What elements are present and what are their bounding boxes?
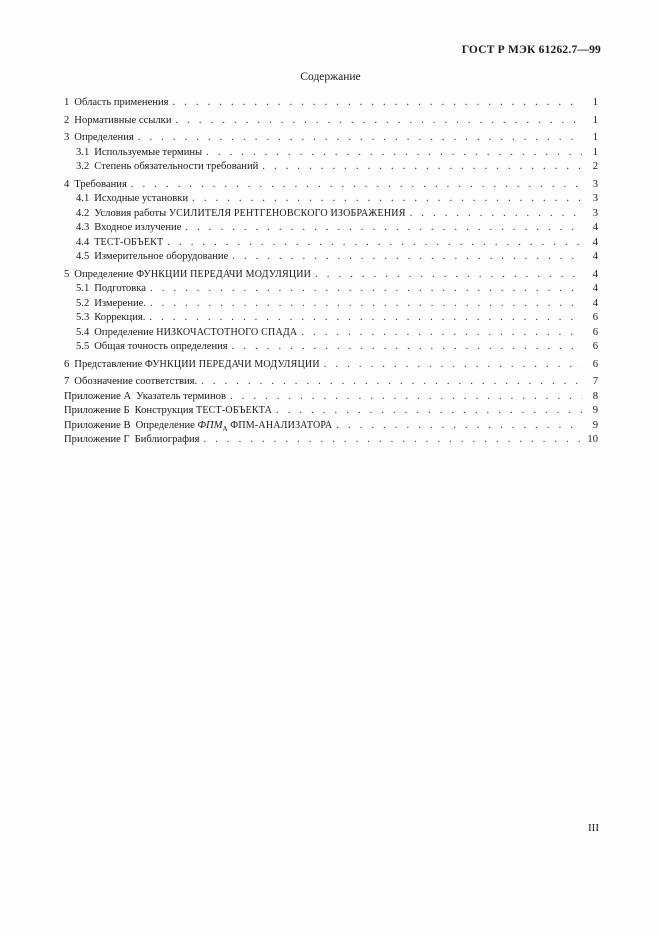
toc-dot-leader — [149, 311, 582, 326]
toc-entry-page: 9 — [592, 405, 598, 416]
toc-entry-page: 4 — [592, 251, 598, 262]
toc-entry-number: Приложение Г — [64, 434, 130, 445]
toc-entry-number: 4.2 — [76, 207, 90, 219]
toc-entry — [64, 114, 598, 129]
toc-entry-page: 3 — [592, 178, 598, 190]
toc-entry-page: 4 — [592, 297, 598, 309]
toc-dot-leader — [201, 375, 582, 390]
toc-entry-label-part: ФПМ — [197, 419, 223, 431]
toc-entry-label — [94, 297, 146, 312]
toc-entry-label-part: УСИЛИТЕЛЯ РЕНТГЕНОВСКОГО ИЗОБРАЖЕНИЯ — [168, 207, 406, 219]
toc-entry — [64, 375, 598, 390]
toc-entry-number: Приложение В — [64, 419, 131, 431]
toc-entry-label-part: Коррекция. — [94, 312, 146, 323]
toc-entry-number: 3 — [64, 132, 70, 143]
toc-entry-label — [74, 358, 319, 373]
toc-entry — [64, 178, 598, 193]
toc-dot-leader — [232, 340, 582, 355]
toc-dot-leader — [301, 326, 582, 341]
toc-entry-page: 6 — [592, 312, 598, 323]
toc-entry — [64, 96, 598, 111]
toc-dot-leader — [206, 146, 582, 161]
toc-entry-page: 6 — [592, 358, 598, 370]
toc-entry-page: 10 — [587, 434, 598, 445]
toc-entry-page: 4 — [592, 222, 598, 233]
toc-entry-label-part: Определение — [74, 268, 137, 280]
toc-entry — [64, 358, 598, 373]
toc-dot-leader — [324, 358, 582, 373]
toc-entry-number: 2 — [64, 114, 70, 126]
toc-entry-label — [94, 250, 228, 265]
toc-dot-leader — [131, 178, 582, 193]
toc-entry-label — [74, 131, 133, 146]
toc-entry-label-part: ТЕСТ-ОБЪЕКТА — [196, 405, 273, 416]
toc-dot-leader — [276, 404, 582, 419]
toc-entry-number: Приложение Б — [64, 405, 130, 416]
toc-entry-number: 3.2 — [76, 161, 90, 172]
toc-entry-label-part: А — [222, 424, 228, 433]
toc-dot-leader — [336, 419, 582, 434]
toc-entry-page: 1 — [592, 97, 598, 108]
toc-entry-label-part: Подготовка — [94, 283, 146, 294]
toc-entry — [64, 192, 598, 207]
toc-entry-label — [94, 192, 188, 207]
toc-entry-label-part: Конструкция — [134, 405, 197, 416]
toc-entry-number: 5.5 — [76, 341, 90, 352]
document-code-header: ГОСТ Р МЭК 61262.7—99 — [461, 44, 601, 56]
toc-entry-label-part: Исходные установки — [94, 193, 189, 204]
toc-entry-label-part: ФУНКЦИИ ПЕРЕДАЧИ МОДУЛЯЦИИ — [144, 358, 320, 370]
toc-entry-label-part: Требования — [74, 178, 127, 190]
toc-entry-label — [74, 114, 171, 129]
toc-entry-page: 8 — [592, 390, 598, 402]
toc-entry — [64, 207, 598, 222]
toc-entry — [64, 160, 598, 175]
toc-entry-label-part: Указатель терминов — [136, 390, 226, 402]
toc-entry-number: 5.3 — [76, 312, 90, 323]
toc-entry-page: 1 — [592, 114, 598, 126]
toc-entry-page: 6 — [592, 341, 598, 352]
toc-entry-label — [135, 433, 200, 448]
toc-entry-label-part: Общая точность определения — [94, 341, 228, 352]
toc-entry-label-part: ТЕСТ-ОБЪЕКТ — [94, 236, 164, 248]
toc-dot-leader — [150, 282, 582, 297]
toc-entry-number: 4 — [64, 178, 70, 190]
toc-entry-label-part: Представление — [74, 358, 145, 370]
toc-entry — [64, 390, 598, 405]
toc-dot-leader — [173, 96, 583, 111]
toc-entry-label-part: Степень обязательности требований — [94, 161, 259, 172]
toc-entry-number: 3.1 — [76, 146, 90, 158]
toc-dot-leader — [176, 114, 582, 129]
toc-entry-label — [74, 178, 127, 193]
toc-entry-label — [94, 160, 258, 175]
toc-entry-number: 5.1 — [76, 283, 90, 294]
toc-entry-label — [94, 311, 145, 326]
toc-entry-page: 6 — [592, 326, 598, 338]
toc-entry-page: 1 — [592, 146, 598, 158]
toc-entry-label-part: Нормативные ссылки — [74, 114, 172, 126]
page-number: III — [588, 822, 599, 834]
toc-dot-leader — [185, 221, 582, 236]
toc-entry-page: 4 — [592, 268, 598, 280]
toc-entry-number: 4.3 — [76, 222, 90, 233]
toc-entry — [64, 433, 598, 448]
toc-dot-leader — [410, 207, 582, 222]
toc-entry-label — [94, 146, 202, 161]
toc-entry-label-part: Условия работы — [94, 207, 169, 219]
toc-entry-page: 4 — [592, 236, 598, 248]
toc-entry-label-part: Входное излучение — [94, 222, 182, 233]
toc-entry — [64, 419, 598, 434]
toc-entry-number: Приложение А — [64, 390, 132, 402]
toc-entry-label — [94, 282, 146, 297]
toc-entry-label — [94, 340, 227, 355]
toc-entry-page: 9 — [592, 419, 598, 431]
toc-dot-leader — [138, 131, 582, 146]
toc-entry-page: 1 — [592, 132, 598, 143]
toc-entry-label — [94, 221, 181, 236]
toc-entry-number: 5.4 — [76, 326, 90, 338]
toc-entry-label-part: ФПМ-АНАЛИЗАТОРА — [230, 419, 333, 431]
toc-entry-number: 4.5 — [76, 251, 90, 262]
toc-entry-page: 3 — [592, 193, 598, 204]
toc-entry-label-part: Измерение. — [94, 297, 147, 309]
toc-entry-page: 3 — [592, 207, 598, 219]
toc-dot-leader — [167, 236, 582, 251]
toc-dot-leader — [232, 250, 582, 265]
toc-entry — [64, 236, 598, 251]
toc-entry-label — [94, 326, 297, 341]
toc-entry — [64, 221, 598, 236]
toc-dot-leader — [204, 433, 582, 448]
toc-entry — [64, 311, 598, 326]
toc-entry-page: 4 — [592, 283, 598, 294]
toc-entry-label-part: Область применения — [74, 97, 169, 108]
toc-entry — [64, 297, 598, 312]
toc-entry-label — [74, 268, 311, 283]
toc-dot-leader — [192, 192, 582, 207]
toc-entry-number: 5 — [64, 268, 70, 280]
toc-entry-label-part: Определение — [94, 326, 157, 338]
toc-entry — [64, 326, 598, 341]
toc-entry-label-part: НИЗКОЧАСТОТНОГО СПАДА — [156, 326, 298, 338]
toc-entry-number: 4.4 — [76, 236, 90, 248]
toc-entry-label — [94, 207, 405, 222]
toc-entry-label-part: Обозначение соответствия. — [74, 376, 198, 387]
table-of-contents — [64, 96, 598, 448]
toc-entry-label — [135, 404, 272, 419]
toc-entry-number: 1 — [64, 97, 70, 108]
toc-entry-number: 5.2 — [76, 297, 90, 309]
toc-entry — [64, 146, 598, 161]
toc-entry-label-part: Измерительное оборудование — [94, 251, 229, 262]
toc-entry — [64, 340, 598, 355]
toc-entry-label — [74, 96, 168, 111]
toc-entry-number: 6 — [64, 358, 70, 370]
toc-entry — [64, 282, 598, 297]
toc-entry-page: 7 — [592, 376, 598, 387]
toc-entry-label-part: Библиография — [134, 434, 200, 445]
toc-entry-label — [74, 375, 197, 390]
toc-entry — [64, 268, 598, 283]
toc-entry — [64, 131, 598, 146]
toc-entry-label-part: Определение — [135, 419, 198, 431]
toc-entry-label — [94, 236, 163, 251]
toc-dot-leader — [262, 160, 582, 175]
toc-dot-leader — [230, 390, 582, 405]
toc-entry-number: 7 — [64, 376, 70, 387]
toc-dot-leader — [315, 268, 582, 283]
toc-title: Содержание — [300, 71, 361, 83]
toc-entry-label-part: Используемые термины — [94, 146, 203, 158]
toc-entry — [64, 404, 598, 419]
toc-entry-label-part: Определения — [74, 132, 134, 143]
toc-dot-leader — [150, 297, 582, 312]
toc-entry-label-part: ФУНКЦИИ ПЕРЕДАЧИ МОДУЛЯЦИИ — [136, 268, 312, 280]
toc-entry-page: 2 — [592, 161, 598, 172]
toc-entry-number: 4.1 — [76, 193, 90, 204]
toc-entry-label — [136, 390, 226, 405]
toc-entry — [64, 250, 598, 265]
